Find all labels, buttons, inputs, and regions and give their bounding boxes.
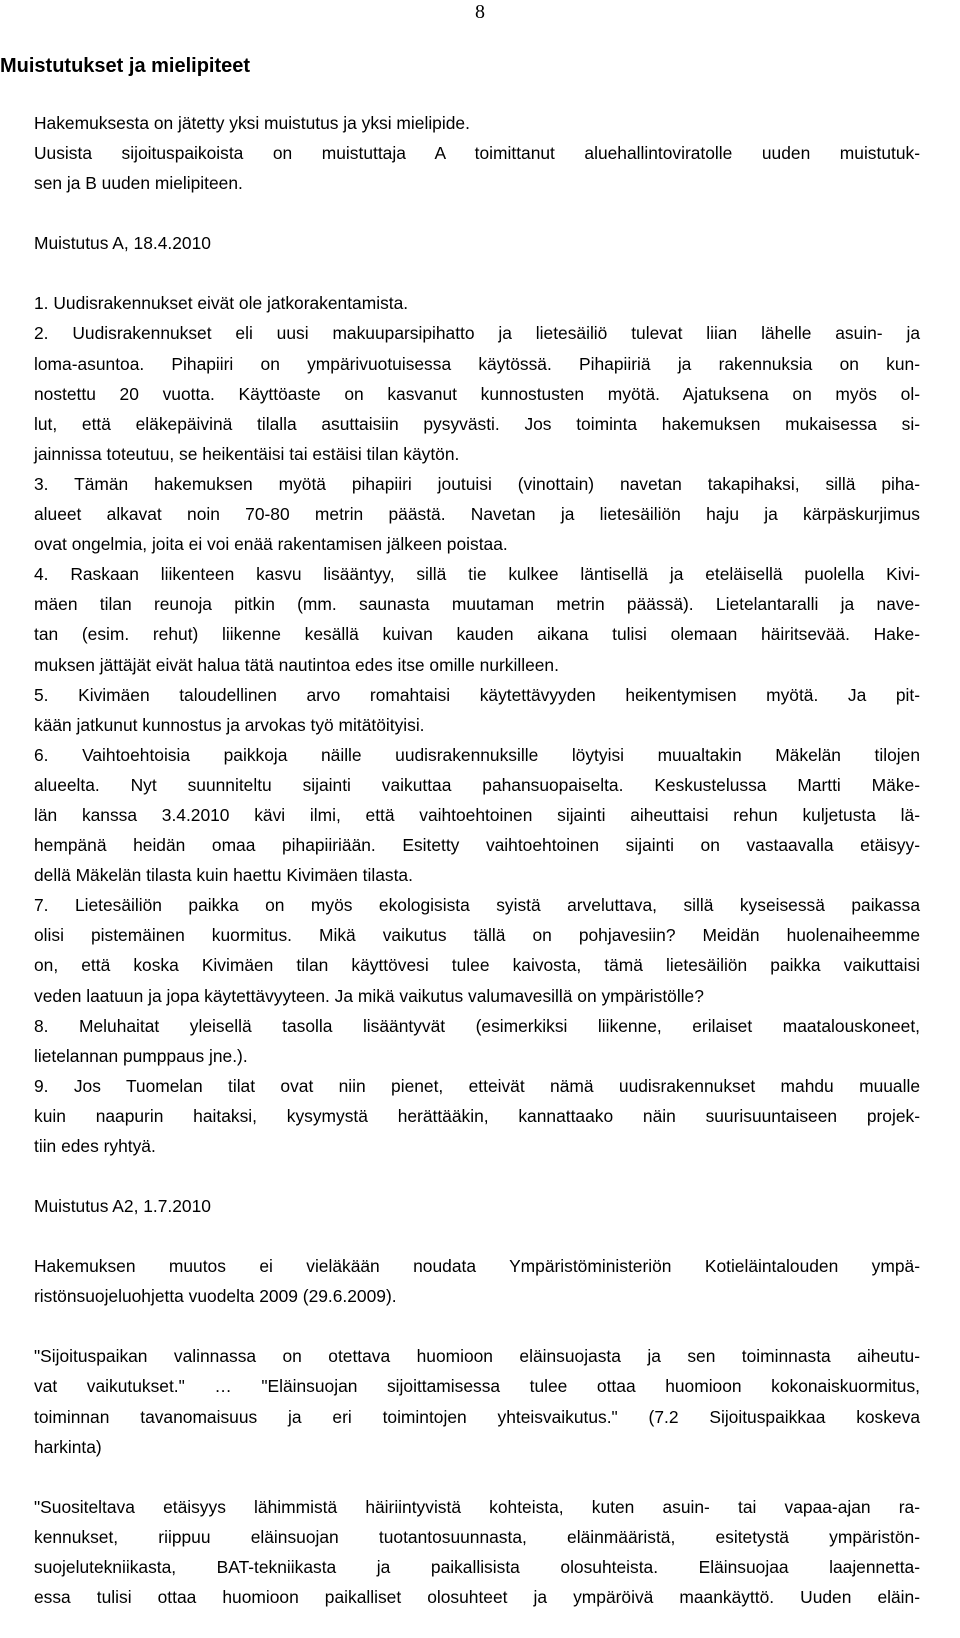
muistutus-a-list bbox=[34, 288, 920, 1161]
page-number: 8 bbox=[475, 1, 485, 23]
text-line: mäen tilan reunoja pitkin (mm. saunasta muutaman metrin päässä). Lietelantaralli ja nave- bbox=[34, 594, 920, 615]
text-line: muksen jättäjät eivät halua tätä nautintoa edes itse omille nurkilleen. bbox=[34, 654, 559, 675]
text-line: 1. Uudisrakennukset eivät ole jatkorakentamista. bbox=[34, 293, 409, 314]
text-line: 4. Raskaan liikenteen kasvu lisääntyy, sillä tie kulkee läntisellä ja eteläisellä puolella Kivi- bbox=[34, 564, 920, 585]
text-line: 7. Lietesäiliön paikka on myös ekologisista syistä arveluttava, sillä kyseisessä paikassa bbox=[34, 895, 920, 916]
text-line: "Suositeltava etäisyys lähimmistä häiriintyvistä kohteista, kuten asuin- tai vapaa-ajan ra- bbox=[34, 1496, 920, 1517]
text-line: Uusista sijoituspaikoista on muistuttaja A toimittanut aluehallintoviratolle uuden muistutuk- bbox=[34, 143, 920, 164]
text-line: toiminnan tavanomaisuus ja eri toimintojen yhteisvaikutus." (7.2 Sijoituspaikkaa koskeva bbox=[34, 1406, 920, 1427]
text-line: sen ja B uuden mielipiteen. bbox=[34, 173, 243, 194]
text-line: kuin naapurin haitaksi, kysymystä herättääkin, kannattaako näin suurisuuntaiseen projek- bbox=[34, 1105, 920, 1126]
text-line: 5. Kivimäen taloudellinen arvo romahtaisi käytettävyyden heikentymisen myötä. Ja pit- bbox=[34, 684, 920, 705]
text-line: loma-asuntoa. Pihapiiri on ympärivuotuisessa käytössä. Pihapiiriä ja rakennuksia on kun- bbox=[34, 353, 920, 374]
text-line: vat vaikutukset." … "Eläinsuojan sijoittamisessa tulee ottaa huomioon kokonaiskuormitus, bbox=[34, 1376, 920, 1397]
text-line: veden laatuun ja jopa käytettävyyteen. Ja mikä vaikutus valumavesillä on ympäristölle? bbox=[34, 985, 704, 1006]
quote-paragraph bbox=[34, 1341, 920, 1461]
section-heading: Muistutukset ja mielipiteet bbox=[0, 55, 251, 77]
text-line: 6. Vaihtoehtoisia paikkoja näille uudisrakennuksille löytyisi muualtakin Mäkelän tilojen bbox=[34, 744, 920, 765]
text-line: Muistutus A, 18.4.2010 bbox=[34, 233, 211, 254]
text-line: lut, että eläkepäivinä tilalla asuttaisiin pysyvästi. Jos toiminta hakemuksen mukaisessa si- bbox=[34, 413, 920, 434]
text-line: 2. Uudisrakennukset eli uusi makuuparsipihatto ja lietesäiliö tulevat liian lähelle asuin- ja bbox=[34, 323, 920, 344]
text-line: 8. Meluhaitat yleisellä tasolla lisääntyvät (esimerkiksi liikenne, erilaiset maatalouskoneet, bbox=[34, 1015, 920, 1036]
text-line: dellä Mäkelän tilasta kuin haettu Kivimäen tilasta. bbox=[34, 865, 413, 886]
muistutus-a-title bbox=[34, 228, 920, 258]
text-line: olisi pistemäinen kuormitus. Mikä vaikutus tällä on pohjavesiin? Meidän huolenaiheemme bbox=[34, 925, 920, 946]
text-line: lietelannan pumppaus jne.). bbox=[34, 1045, 248, 1066]
text-line: "Sijoituspaikan valinnassa on otettava huomioon eläinsuojasta ja sen toiminnasta aiheutu- bbox=[34, 1346, 920, 1367]
text-line: tan (esim. rehut) liikenne kesällä kuivan kauden aikana tulisi olemaan häiritsevää. Hake- bbox=[34, 624, 920, 645]
text-line: kään jatkunut kunnostus ja arvokas työ mitätöityisi. bbox=[34, 714, 425, 735]
text-line: 3. Tämän hakemuksen myötä pihapiiri joutuisi (vinottain) navetan takapihaksi, sillä piha- bbox=[34, 473, 920, 494]
text-line: nostettu 20 vuotta. Käyttöaste on kasvanut kunnostusten myötä. Ajatuksena on myös ol- bbox=[34, 383, 920, 404]
text-line: hempänä heidän omaa pihapiiriään. Esitetty vaihtoehtoinen sijainti on vastaavalla etäisyy- bbox=[34, 835, 920, 856]
text-line: suojelutekniikasta, BAT-tekniikasta ja paikallisista olosuhteista. Eläinsuojaa laajennetta- bbox=[34, 1556, 920, 1577]
text-line: ovat ongelmia, joita ei voi enää rakentamisen jälkeen poistaa. bbox=[34, 534, 508, 555]
text-line: Hakemuksen muutos ei vieläkään noudata Ympäristöministeriön Kotieläintalouden ympä- bbox=[34, 1256, 920, 1277]
text-line: on, että koska Kivimäen tilan käyttövesi tulee kaivosta, tämä lietesäiliön paikka vaikuttaisi bbox=[34, 955, 920, 976]
text-line: Hakemuksesta on jätetty yksi muistutus ja yksi mielipide. bbox=[34, 113, 470, 133]
muistutus-a2-paragraph bbox=[34, 1251, 920, 1311]
text-line: län kanssa 3.4.2010 kävi ilmi, että vaihtoehtoinen sijainti aiheuttaisi rehun kuljetusta lä- bbox=[34, 804, 920, 825]
quote-paragraph bbox=[34, 1492, 920, 1612]
text-line: ristönsuojeluohjetta vuodelta 2009 (29.6.2009). bbox=[34, 1286, 397, 1307]
text-line: 9. Jos Tuomelan tilat ovat niin pienet, etteivät nämä uudisrakennukset mahdu muualle bbox=[34, 1075, 920, 1096]
intro-paragraph bbox=[34, 108, 920, 198]
text-line: kennukset, riippuu eläinsuojan tuotantosuunnasta, eläinmääristä, esitetystä ympäristön- bbox=[34, 1526, 920, 1547]
text-line: jainnissa toteutuu, se heikentäisi tai estäisi tilan käytön. bbox=[34, 443, 460, 464]
text-line: essa tulisi ottaa huomioon paikalliset olosuhteet ja ympäröivä maankäyttö. Uuden eläin- bbox=[34, 1587, 920, 1608]
text-line: harkinta) bbox=[34, 1436, 102, 1457]
text-line: tiin edes ryhtyä. bbox=[34, 1136, 156, 1156]
text-line: alueet alkavat noin 70-80 metrin päästä. Navetan ja lietesäiliön haju ja kärpäskurjimus bbox=[34, 504, 920, 525]
muistutus-a2-title bbox=[34, 1191, 920, 1221]
text-line: Muistutus A2, 1.7.2010 bbox=[34, 1196, 211, 1217]
text-line: alueelta. Nyt suunniteltu sijainti vaikuttaa pahansuopaiselta. Keskustelussa Martti Mäke- bbox=[34, 774, 920, 795]
document-body bbox=[34, 108, 920, 1612]
